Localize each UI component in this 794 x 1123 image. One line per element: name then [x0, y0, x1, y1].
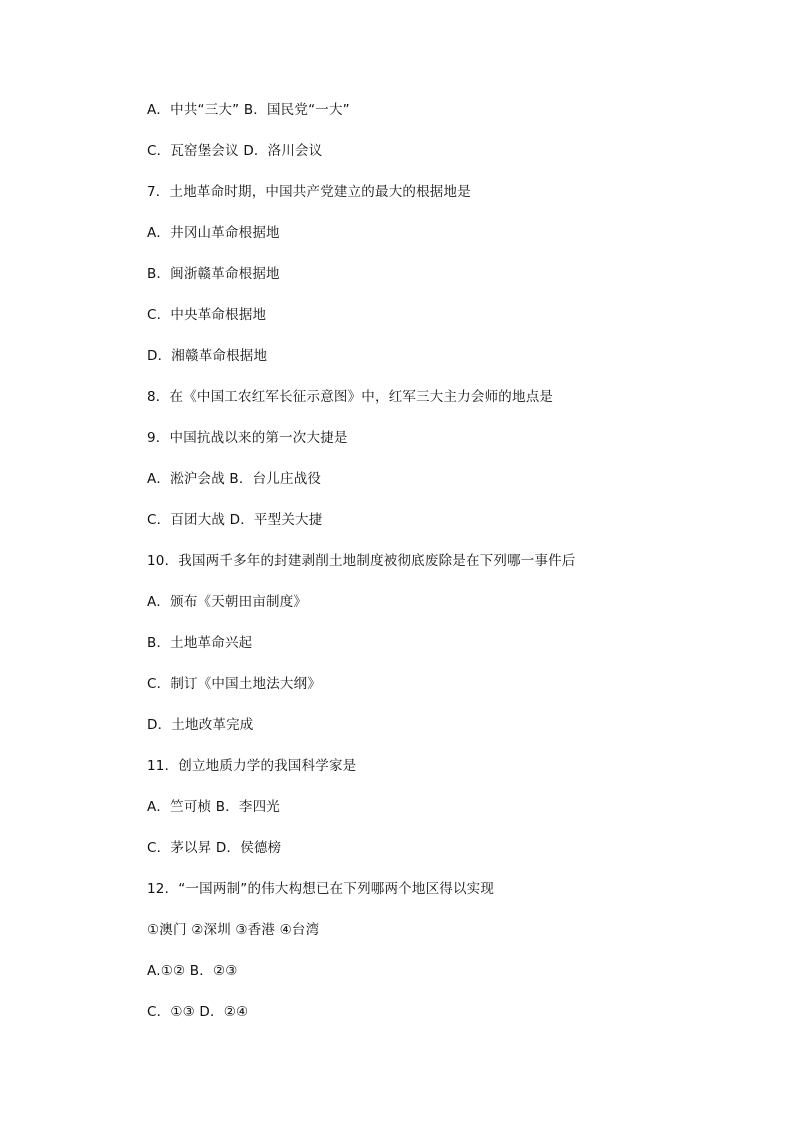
option-line-cd: C．瓦窑堡会议 D．洛川会议 — [147, 143, 323, 159]
option-c: C．中央革命根据地 — [147, 307, 267, 323]
question-7: 7．土地革命时期，中国共产党建立的最大的根据地是 — [147, 184, 471, 200]
option-d: D．湘赣革命根据地 — [147, 348, 268, 364]
question-11: 11．创立地质力学的我国科学家是 — [147, 758, 357, 774]
question-12: 12．“一国两制”的伟大构想已在下列哪两个地区得以实现 — [147, 881, 495, 897]
question-9: 9．中国抗战以来的第一次大捷是 — [147, 430, 348, 446]
question-text-block — [147, 100, 767, 1043]
option-c: C．制订《中国土地法大纲》 — [147, 676, 322, 692]
option-line-cd: C．茅以昇 D．侯德榜 — [147, 840, 282, 856]
option-d: D．土地改革完成 — [147, 717, 254, 733]
option-line-cd: C．百团大战 D．平型关大捷 — [147, 512, 323, 528]
option-line-ab: A．淞沪会战 B．台儿庄战役 — [147, 471, 322, 487]
option-line-ab: A．中共“三大” B．国民党“一大” — [147, 102, 350, 118]
option-b: B．闽浙赣革命根据地 — [147, 266, 280, 282]
question-10: 10．我国两千多年的封建剥削土地制度被彻底废除是在下列哪一事件后 — [147, 553, 576, 569]
option-a: A．颁布《天朝田亩制度》 — [147, 594, 308, 610]
option-b: B．土地革命兴起 — [147, 635, 253, 651]
option-line-ab: A．竺可桢 B．李四光 — [147, 799, 280, 815]
option-line-cd: C．①③ D．②④ — [147, 1004, 249, 1020]
option-a: A．井冈山革命根据地 — [147, 225, 280, 241]
choice-list: ①澳门 ②深圳 ③香港 ④台湾 — [147, 922, 320, 938]
option-line-ab: A.①② B．②③ — [147, 963, 238, 979]
question-8: 8．在《中国工农红军长征示意图》中，红军三大主力会师的地点是 — [147, 389, 554, 405]
